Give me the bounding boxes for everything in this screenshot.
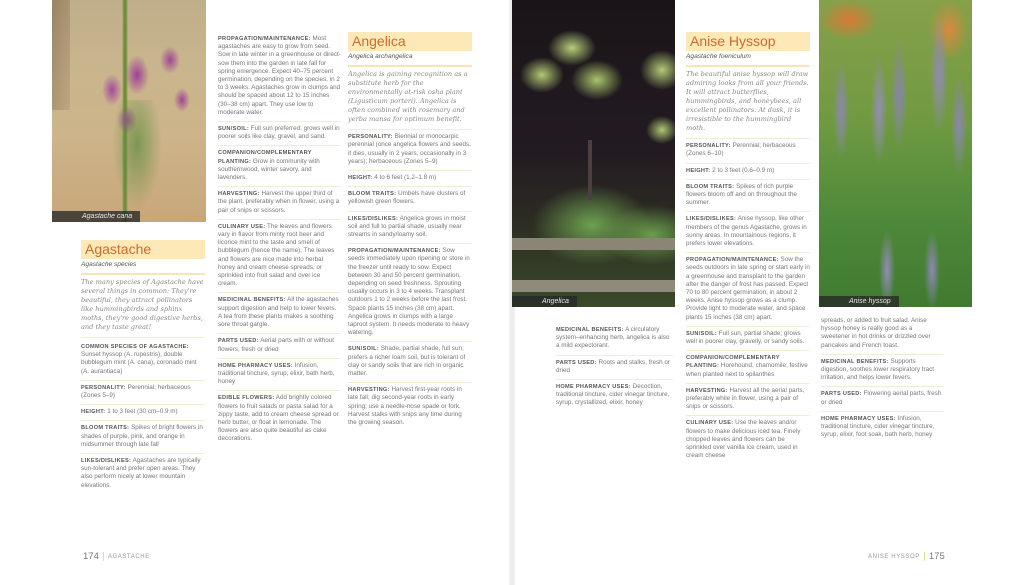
- page-number: 175: [928, 551, 945, 562]
- entry-label: SUN/SOIL:: [348, 346, 379, 353]
- entry-label: SUN/SOIL:: [218, 126, 249, 133]
- anise-hyssop-photo: [819, 0, 972, 307]
- entry-block: [686, 384, 810, 417]
- photo-caption: Angelica: [512, 296, 577, 307]
- entry-label: PARTS USED:: [556, 359, 597, 366]
- entry-block: [686, 164, 810, 180]
- entry-label: HARVESTING:: [348, 387, 390, 394]
- entry-text: Perennial; herbaceous (Zones 5–9): [81, 383, 191, 400]
- entry-block: [81, 454, 205, 494]
- entry-label: PERSONALITY:: [348, 134, 393, 141]
- entry-block: [218, 122, 341, 146]
- entry-text: Full sun preferred; grows well in poorer soils like clay, gravel, and sand.: [218, 125, 340, 141]
- running-head: AGASTACHE: [107, 553, 150, 560]
- entry-text: Decoction, traditional tincture, cider vinegar tincture, syrup, crystallized, elixir, honey: [556, 383, 670, 407]
- folio-divider: [924, 552, 925, 561]
- entry-label: PROPAGATION/MAINTENANCE:: [686, 257, 779, 264]
- entry-block: [348, 244, 472, 342]
- entry-text: Flowering aerial parts, fresh or dried: [821, 390, 942, 406]
- entry-block: [686, 253, 810, 327]
- entry-text: Aerial parts with or without flowers, fresh or dried: [218, 337, 335, 353]
- entry-text: Roots and stalks, fresh or dried: [556, 358, 670, 374]
- agastache-cana-photo: [52, 0, 206, 222]
- entry-text: Supports digestion, soothes lower respiratory tract irritation, and helps lower fevers.: [821, 357, 935, 382]
- entry-label: PROPAGATION/MAINTENANCE:: [218, 36, 311, 42]
- entry-block: [686, 212, 810, 253]
- entry-block: [348, 383, 472, 431]
- entry-text: Infusion, traditional tincture, cider vinegar tincture, syrup, elixir, foot soak, bath herb, honey: [821, 414, 935, 439]
- entry-block: [821, 355, 943, 388]
- entry-text: Umbels have clusters of yellowish green flowers.: [348, 190, 466, 206]
- angelica-continued: [556, 323, 673, 412]
- photo-caption: Anise hyssop: [819, 296, 899, 307]
- entry-label: HARVESTING:: [218, 191, 260, 198]
- entry-block: [686, 416, 810, 464]
- herb-intro: The many species of Agastache have several things in common: They're beautiful, they attract pollinators like hummingbirds and sphinx moths, they're good digestive herbs, and they taste great!: [81, 275, 205, 338]
- entry-text: Harvest all the aerial parts, preferably while in flower, using a pair of snips or scissors.: [686, 386, 805, 411]
- entry-text: Full sun, partial shade; grows well in poorer clay, gravelly, or sandy soils.: [686, 329, 805, 346]
- entry-text: Shade, partial shade, full sun; prefers a richer loam soil, but is tolerant of clay or sandy soils that are rich in organic matter.: [348, 345, 466, 378]
- entry-label: COMMON SPECIES OF AGASTACHE:: [81, 344, 189, 350]
- angelica-column: [348, 32, 472, 431]
- entry-text: Grow in community with southernwood, winter savory, and lavenders.: [218, 157, 320, 182]
- entry-block: [348, 212, 472, 245]
- scientific-name: Agastache species: [81, 259, 205, 275]
- scientific-name: Agastache foeniculum: [686, 51, 810, 67]
- entry-block: [686, 351, 810, 384]
- entry-text: 2 to 3 feet (0.6–0.9 m): [710, 166, 775, 174]
- entry-block: [81, 340, 205, 381]
- entry-text: Spikes of bright flowers in shades of purple, pink, and orange in midsummer through late fall: [81, 424, 203, 448]
- page-number: 174: [83, 551, 99, 562]
- running-head: ANISE HYSSOP: [868, 553, 920, 560]
- entry-block: [556, 356, 673, 380]
- entry-label: PROPAGATION/MAINTENANCE:: [348, 248, 441, 255]
- entry-label: LIKES/DISLIKES:: [686, 216, 737, 223]
- entry-text: Perennial; herbaceous (Zones 6–10): [686, 142, 796, 158]
- angelica-photo: [512, 0, 675, 307]
- entry-text: 4 to 6 feet (1.2–1.8 m): [372, 174, 437, 182]
- photo-caption: Agastache cana: [52, 211, 140, 222]
- entry-text: Sow seeds immediately upon ripening or store in the freezer until ready to sow. Expect between 30 and 50 percent germination, depending on seed freshness. Sprouting usually occurs in 3 to 4 weeks. Transplant outdoors 1 to 2 weeks before the last frost. Space plants 15 inches (38 cm) apart. Angelica grows in clumps with a large taproot system. It needs moderate to heavy watering.: [348, 247, 470, 337]
- herb-intro: Angelica is gaining recognition as a substitute herb for the environmentally at-risk osha plant (Ligusticum porteri). Angelica is often combined with rosemary and yerba mansa for optimum benefit.: [348, 67, 472, 130]
- entry-block: [821, 412, 943, 444]
- herb-title: Angelica: [348, 32, 472, 51]
- entry-text: Angelica grows in moist soil and full to partial shade, usually near streams in sandy/loamy soil.: [348, 214, 466, 239]
- entry-block: [686, 180, 810, 213]
- entry-block: [348, 130, 472, 171]
- entry-text: Anise hyssop, like other members of the genus Agastache, grows in sunny areas. In mountainous regions, it prefers lower elevations.: [686, 215, 807, 248]
- entry-block: [218, 293, 341, 334]
- right-folio: [868, 551, 945, 562]
- entry-block: [348, 171, 472, 187]
- entry-text: spreads, or added to fruit salad. Anise hyssop honey is really good as a sweetener in hot drinks or drizzled over pancakes and French toast.: [821, 317, 931, 349]
- entry-label: HOME PHARMACY USES:: [556, 384, 631, 391]
- entry-block: [218, 334, 341, 358]
- entry-text: All the agastaches support digestion and help to lower fevers. A tea from these plants makes a soothing sore throat gargle.: [218, 296, 339, 329]
- entry-block: [218, 187, 341, 220]
- entry-label: CULINARY USE:: [686, 420, 734, 427]
- entry-block: [81, 381, 205, 405]
- entry-text: 1 to 3 feet (30 cm–0.9 m): [105, 408, 178, 416]
- entry-label: HOME PHARMACY USES:: [218, 362, 293, 369]
- entry-label: PERSONALITY:: [81, 384, 126, 391]
- entry-label: MEDICINAL BENEFITS:: [556, 327, 624, 333]
- entry-label: BLOOM TRAITS:: [686, 183, 735, 190]
- entry-block: [218, 391, 341, 447]
- agastache-entries-col1: [81, 340, 205, 494]
- entry-label: LIKES/DISLIKES:: [348, 215, 399, 222]
- entry-block: [218, 146, 341, 187]
- entry-block: [348, 187, 472, 211]
- entry-label: HEIGHT:: [686, 167, 711, 174]
- entry-label: HEIGHT:: [348, 175, 373, 182]
- entry-block: [218, 32, 341, 122]
- entry-text: The leaves and flowers vary in flavor from minty root beer and licorice mint to the taste and smell of bubblegum (hence the name). The leaves and flowers are nice made into herbal honey and cream cheese spreads, or sprinkled into fruit salad and over ice cream.: [218, 222, 335, 288]
- angelica-entries: [348, 130, 472, 431]
- entry-block: [348, 342, 472, 383]
- entry-block: [686, 327, 810, 351]
- entry-label: MEDICINAL BENEFITS:: [821, 358, 889, 365]
- scientific-name: Angelica archangelica: [348, 51, 472, 67]
- entry-text: Add brightly colored flowers to fruit salads or pasta salad for a zippy taste, add to cream cheese spread or herb butter, or float in lemonade. The flowers are also quite beautiful as cake decorations.: [218, 394, 339, 443]
- entry-label: BLOOM TRAITS:: [81, 425, 130, 432]
- entry-block: [821, 387, 943, 411]
- folio-divider: [103, 552, 104, 561]
- entry-label: MEDICINAL BENEFITS:: [218, 297, 286, 304]
- entry-text: A circulatory system–enhancing herb, angelica is also a mild expectorant.: [556, 326, 670, 350]
- entry-label: SUN/SOIL:: [686, 330, 717, 337]
- entry-text: Sow the seeds outdoors in late spring or start early in a greenhouse and transplant to the garden after the danger of frost has passed. Expect 70 to 80 percent germination, in about 2 weeks. Anise hyssop grows as a clump. Provide light to moderate water, and space plants 15 inches (38 cm) apart.: [686, 256, 810, 321]
- anise-hyssop-entries: [686, 139, 810, 464]
- entry-label: EDIBLE FLOWERS:: [218, 395, 275, 402]
- entry-block: [686, 139, 810, 163]
- herb-intro: The beautiful anise hyssop will draw admiring looks from all your friends. It will attract butterflies, hummingbirds, and honeybees, all excellent pollinators. At dusk, it is irresistible to the hummingbird moth.: [686, 67, 810, 139]
- entry-label: COMPANION/COMPLEMENTARY PLANTING:: [218, 150, 312, 165]
- entry-text: Spikes of rich purple flowers bloom off and on throughout the summer.: [686, 182, 797, 207]
- herb-title: Anise Hyssop: [686, 32, 810, 51]
- entry-text: Infusion, traditional tincture, syrup, elixir, bath herb, honey: [218, 361, 335, 386]
- entry-text: Horehound, chamomile; festive when planted next to spilanthes: [686, 362, 808, 378]
- entry-label: PERSONALITY:: [686, 143, 731, 150]
- entry-block: [218, 359, 341, 392]
- entry-label: LIKES/DISLIKES:: [81, 458, 132, 465]
- entry-text: Most agastaches are easy to grow from seed. Sow in late winter in a greenhouse or direct-sow them into the garden in late fall for spring emergence. Expect 40–75 percent germination, depending on the species, in 2 to 3 weeks. Agastaches grow in clumps and should be spaced about 12 to 15 inches (30–38 cm) apart. They use low to moderate water.: [218, 35, 341, 116]
- entry-label: HOME PHARMACY USES:: [821, 415, 896, 422]
- entry-label: PARTS USED:: [821, 391, 862, 398]
- entry-text: Harvest the upper third of the plant, preferably when in flower, using a pair of snips or scissors.: [218, 190, 340, 214]
- agastache-header: [81, 240, 205, 338]
- left-folio: [83, 551, 150, 562]
- herb-title: Agastache: [81, 240, 205, 259]
- entry-text: Biennial or monocarpic perennial (once angelica flowers and seeds, it dies, usually in 2 years, occasionally in 3 years); herbaceous (Zones 5–9): [348, 133, 471, 165]
- entry-text: Harvest first-year roots in late fall; dig second-year roots in early spring; use a needle-nose spade or fork. Harvest stalks with snips any time during the growing season.: [348, 386, 462, 427]
- anise-hyssop-entries-col2: [821, 314, 943, 443]
- entry-text: Agastaches are typically sun-tolerant and prefer open areas. They also perform nicely at lower mountain elevations.: [81, 457, 201, 489]
- entry-label: COMPANION/COMPLEMENTARY PLANTING:: [686, 355, 780, 370]
- entry-label: HEIGHT:: [81, 409, 106, 416]
- entry-block: [556, 380, 673, 412]
- entry-block: [81, 421, 205, 454]
- entry-label: HARVESTING:: [686, 387, 728, 394]
- entry-block: [556, 323, 673, 356]
- entry-block: [218, 220, 341, 294]
- entry-label: CULINARY USE:: [218, 223, 266, 230]
- agastache-entries-col2: [218, 32, 341, 448]
- entry-label: BLOOM TRAITS:: [348, 191, 397, 198]
- entry-block: [821, 314, 943, 355]
- anise-hyssop-column: [686, 32, 810, 465]
- entry-text: Sunset hyssop (A. rupestris), double bubblegum mint (A. cana), coronado mint (A. aurantiaca): [81, 351, 197, 375]
- entry-block: [81, 405, 205, 421]
- entry-text: Use the leaves and/or flowers to make delicious iced tea. Finely chopped leaves and flowers can be sprinkled over vanilla ice cream, used in cream cheese: [686, 419, 801, 460]
- entry-label: PARTS USED:: [218, 338, 259, 345]
